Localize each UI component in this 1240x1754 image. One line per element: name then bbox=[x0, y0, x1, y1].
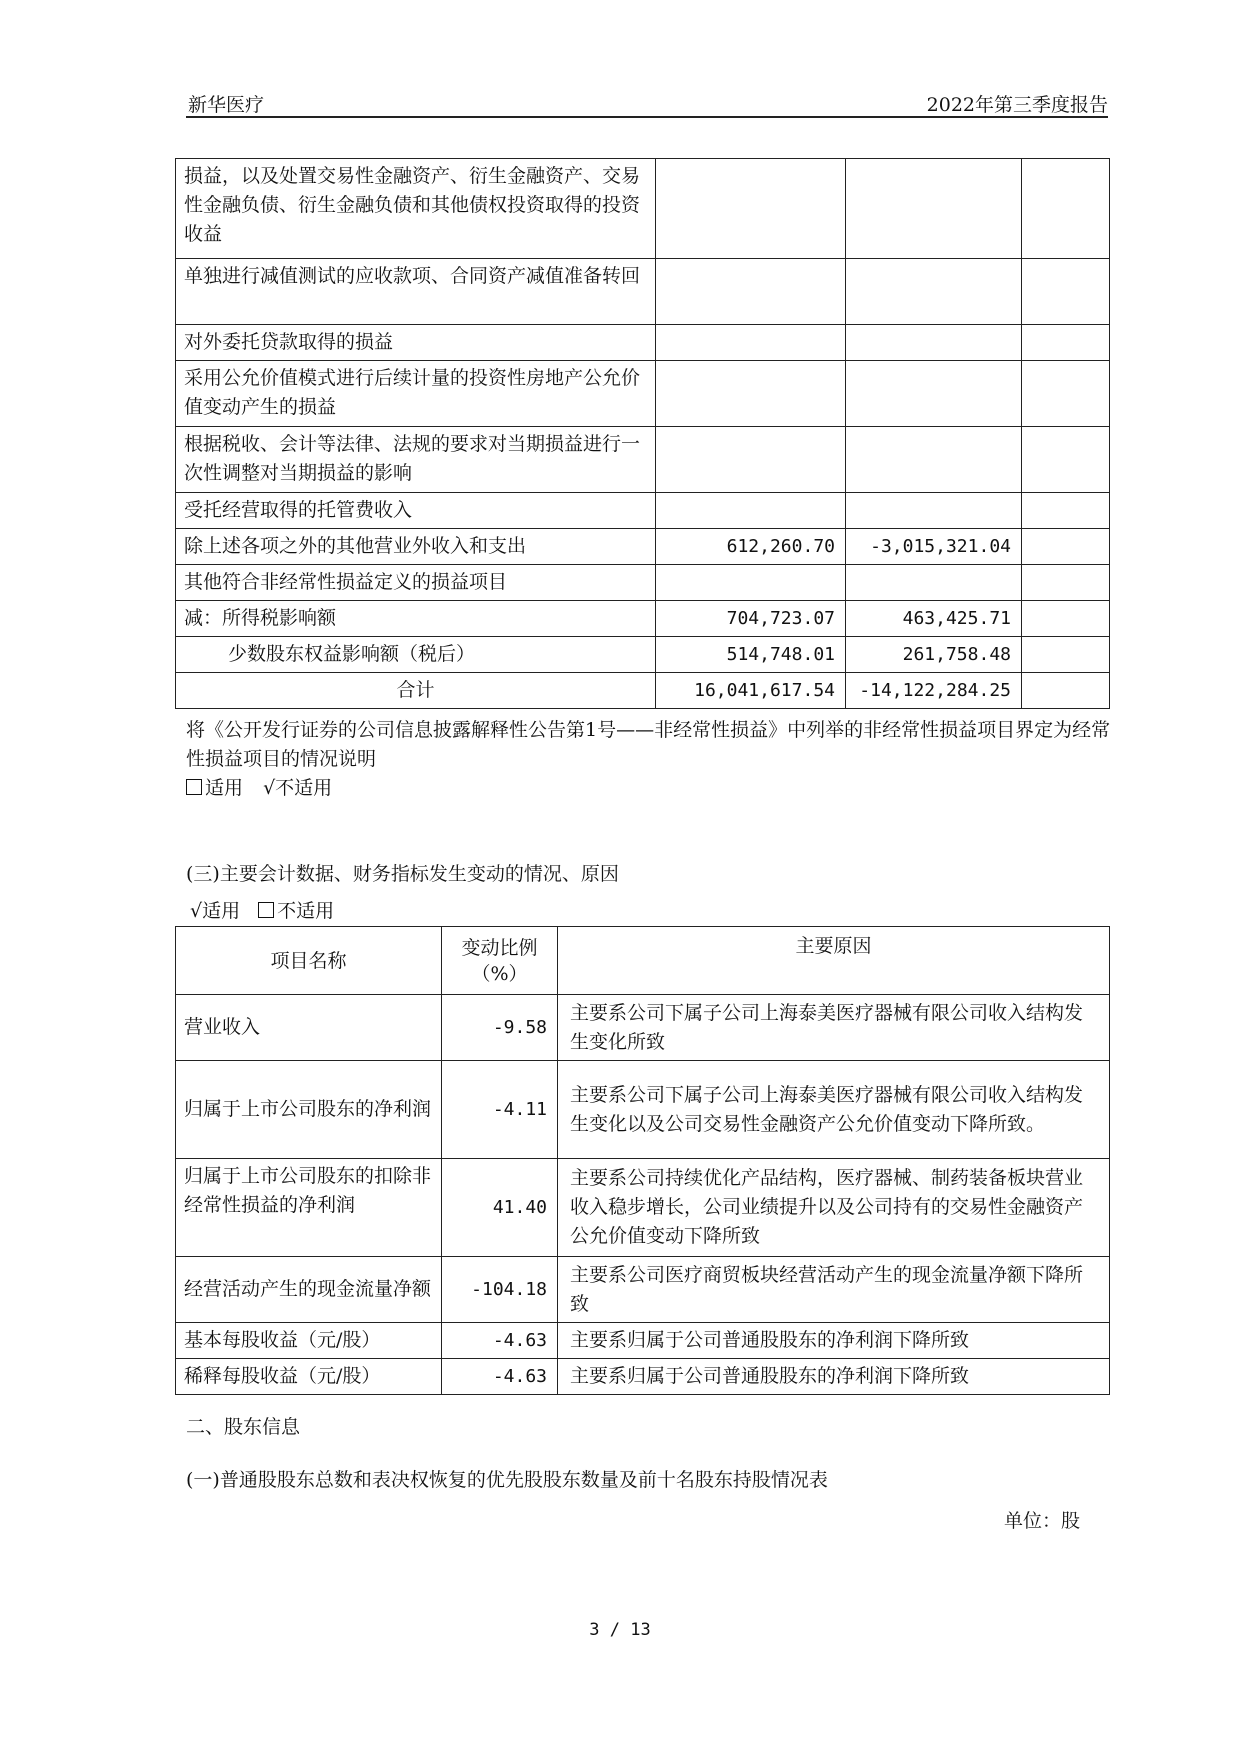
row-item: 基本每股收益（元/股） bbox=[176, 1323, 442, 1359]
row-item: 归属于上市公司股东的净利润 bbox=[176, 1061, 442, 1159]
row-change-rate: 41.40 bbox=[442, 1159, 558, 1257]
row-reason: 主要系公司医疗商贸板块经营活动产生的现金流量净额下降所致 bbox=[558, 1257, 1110, 1323]
row-item: 损益，以及处置交易性金融资产、衍生金融资产、交易性金融负债、衍生金融负债和其他债权投资取得的投资收益 bbox=[176, 159, 656, 259]
row-item: 采用公允价值模式进行后续计量的投资性房地产公允价值变动产生的损益 bbox=[176, 361, 656, 427]
section-3-title: (三)主要会计数据、财务指标发生变动的情况、原因 bbox=[186, 863, 619, 885]
row-note bbox=[1022, 427, 1110, 493]
table-row bbox=[176, 1323, 1110, 1359]
table-header-row bbox=[176, 927, 1110, 995]
row-item: 其他符合非经常性损益定义的损益项目 bbox=[176, 565, 656, 601]
row-item: 经营活动产生的现金流量净额 bbox=[176, 1257, 442, 1323]
table-row bbox=[176, 1159, 1110, 1257]
table-row bbox=[176, 565, 1110, 601]
table-row bbox=[176, 1061, 1110, 1159]
indicator-change-table bbox=[175, 926, 1110, 1395]
applicable-label: 适用 bbox=[205, 777, 244, 799]
row-item: 除上述各项之外的其他营业外收入和支出 bbox=[176, 529, 656, 565]
table-row bbox=[176, 601, 1110, 637]
row-current-amount: 16,041,617.54 bbox=[656, 673, 846, 709]
header-rate: 变动比例（%） bbox=[442, 927, 558, 995]
table-row bbox=[176, 995, 1110, 1061]
header-report-title: 2022年第三季度报告 bbox=[926, 94, 1108, 116]
row-ytd-amount: -14,122,284.25 bbox=[846, 673, 1022, 709]
table-row bbox=[176, 259, 1110, 325]
header-divider bbox=[186, 116, 1108, 118]
row-ytd-amount bbox=[846, 565, 1022, 601]
section-two-one-title: (一)普通股股东总数和表决权恢复的优先股股东数量及前十名股东持股情况表 bbox=[186, 1469, 828, 1491]
header-company: 新华医疗 bbox=[188, 94, 265, 116]
row-ytd-amount: -3,015,321.04 bbox=[846, 529, 1022, 565]
row-reason: 主要系归属于公司普通股股东的净利润下降所致 bbox=[558, 1359, 1110, 1395]
row-item: 根据税收、会计等法律、法规的要求对当期损益进行一次性调整对当期损益的影响 bbox=[176, 427, 656, 493]
row-note bbox=[1022, 637, 1110, 673]
table-row bbox=[176, 1359, 1110, 1395]
table-row bbox=[176, 325, 1110, 361]
row-item: 单独进行减值测试的应收款项、合同资产减值准备转回 bbox=[176, 259, 656, 325]
row-current-amount bbox=[656, 427, 846, 493]
row-note bbox=[1022, 565, 1110, 601]
row-item: 营业收入 bbox=[176, 995, 442, 1061]
row-item: 受托经营取得的托管费收入 bbox=[176, 493, 656, 529]
row-current-amount: 514,748.01 bbox=[656, 637, 846, 673]
table-row bbox=[176, 637, 1110, 673]
table-row bbox=[176, 673, 1110, 709]
row-note bbox=[1022, 529, 1110, 565]
not-applicable-label: 不适用 bbox=[275, 777, 333, 799]
header-item: 项目名称 bbox=[176, 927, 442, 995]
row-current-amount bbox=[656, 493, 846, 529]
row-ytd-amount bbox=[846, 325, 1022, 361]
row-item: 稀释每股收益（元/股） bbox=[176, 1359, 442, 1395]
row-ytd-amount bbox=[846, 427, 1022, 493]
row-note bbox=[1022, 673, 1110, 709]
table-row bbox=[176, 159, 1110, 259]
header-reason: 主要原因 bbox=[558, 927, 1110, 995]
check-mark-icon: √ bbox=[190, 900, 203, 922]
row-item: 归属于上市公司股东的扣除非经常性损益的净利润 bbox=[176, 1159, 442, 1257]
row-current-amount bbox=[656, 259, 846, 325]
applicable-label: 适用 bbox=[202, 900, 241, 922]
row-ytd-amount bbox=[846, 493, 1022, 529]
row-current-amount bbox=[656, 325, 846, 361]
row-note bbox=[1022, 493, 1110, 529]
row-current-amount: 612,260.70 bbox=[656, 529, 846, 565]
row-change-rate: -4.63 bbox=[442, 1323, 558, 1359]
row-reason: 主要系公司下属子公司上海泰美医疗器械有限公司收入结构发生变化所致 bbox=[558, 995, 1110, 1061]
row-item: 对外委托贷款取得的损益 bbox=[176, 325, 656, 361]
reclassification-note: 将《公开发行证券的公司信息披露解释性公告第1号——非经常性损益》中列举的非经常性损益项目界定为经常性损益项目的情况说明 bbox=[186, 719, 1111, 770]
row-note bbox=[1022, 361, 1110, 427]
row-change-rate: -4.11 bbox=[442, 1061, 558, 1159]
non-recurring-gains-table bbox=[175, 158, 1110, 709]
section-two-title: 二、股东信息 bbox=[186, 1416, 301, 1438]
row-reason: 主要系公司持续优化产品结构，医疗器械、制药装备板块营业收入稳步增长，公司业绩提升以及公司持有的交易性金融资产公允价值变动下降所致 bbox=[558, 1159, 1110, 1257]
check-mark-icon: √ bbox=[263, 777, 276, 799]
row-note bbox=[1022, 159, 1110, 259]
row-reason: 主要系归属于公司普通股股东的净利润下降所致 bbox=[558, 1323, 1110, 1359]
row-current-amount bbox=[656, 159, 846, 259]
row-ytd-amount bbox=[846, 159, 1022, 259]
row-note bbox=[1022, 259, 1110, 325]
row-ytd-amount: 261,758.48 bbox=[846, 637, 1022, 673]
row-change-rate: -4.63 bbox=[442, 1359, 558, 1395]
row-item: 少数股东权益影响额（税后） bbox=[176, 637, 656, 673]
row-ytd-amount bbox=[846, 259, 1022, 325]
row-current-amount: 704,723.07 bbox=[656, 601, 846, 637]
row-current-amount bbox=[656, 565, 846, 601]
row-ytd-amount: 463,425.71 bbox=[846, 601, 1022, 637]
table-row bbox=[176, 1257, 1110, 1323]
row-item-total: 合计 bbox=[176, 673, 656, 709]
applicability-line bbox=[190, 897, 1120, 926]
row-note bbox=[1022, 601, 1110, 637]
applicability-line bbox=[186, 774, 1116, 803]
row-ytd-amount bbox=[846, 361, 1022, 427]
row-note bbox=[1022, 325, 1110, 361]
unit-label: 单位：股 bbox=[1003, 1510, 1080, 1532]
table-row bbox=[176, 427, 1110, 493]
row-change-rate: -104.18 bbox=[442, 1257, 558, 1323]
row-item: 减：所得税影响额 bbox=[176, 601, 656, 637]
checkbox-empty-icon bbox=[258, 902, 274, 918]
page-number: 3 / 13 bbox=[589, 1620, 651, 1640]
table-row bbox=[176, 529, 1110, 565]
table-row bbox=[176, 361, 1110, 427]
not-applicable-label: 不适用 bbox=[277, 900, 335, 922]
table-row bbox=[176, 493, 1110, 529]
checkbox-empty-icon bbox=[186, 779, 202, 795]
row-change-rate: -9.58 bbox=[442, 995, 558, 1061]
row-current-amount bbox=[656, 361, 846, 427]
row-reason: 主要系公司下属子公司上海泰美医疗器械有限公司收入结构发生变化以及公司交易性金融资产公允价值变动下降所致。 bbox=[558, 1061, 1110, 1159]
